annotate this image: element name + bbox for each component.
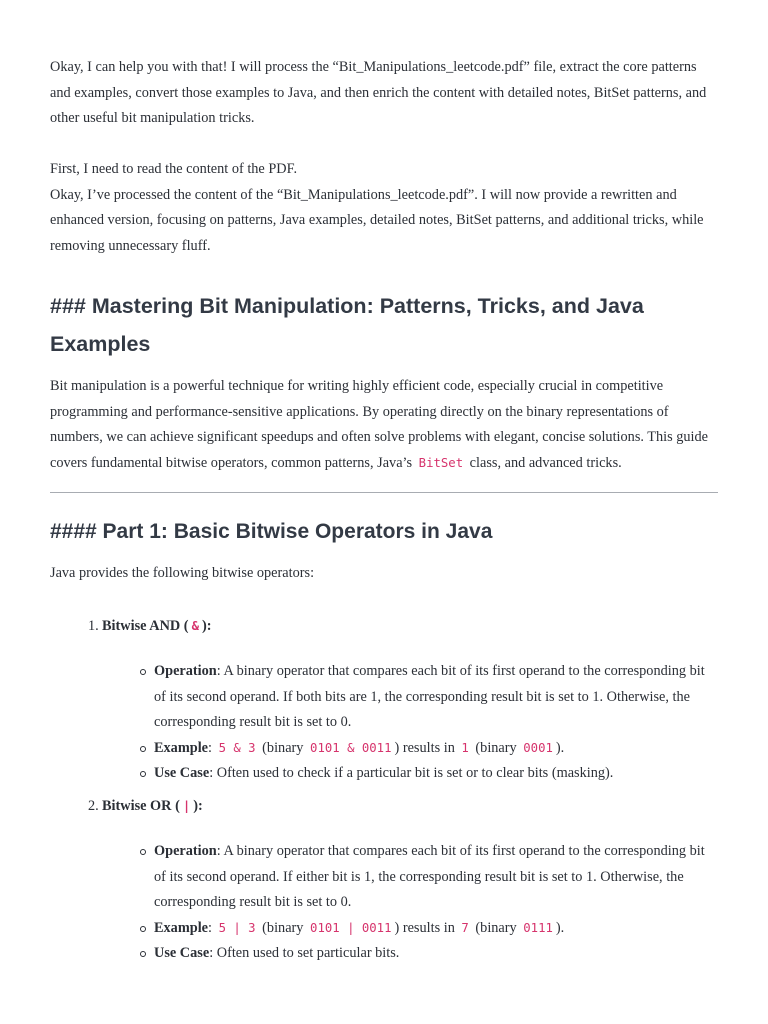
bullet-circle-icon — [140, 746, 146, 752]
operator-symbol: | — [182, 799, 191, 813]
list-item: Use Case: Often used to set particular bits. — [154, 941, 720, 967]
bullet-circle-icon — [140, 926, 146, 932]
example-expression: 5 | 3 — [218, 920, 256, 935]
bullet-circle-icon — [140, 771, 146, 777]
intro-processed-paragraph: Okay, I’ve processed the content of the “Bit_Manipulations_leetcode.pdf”. I will now provide a rewritten and enhanced version, focusing on patterns, Java examples, detailed notes, BitSet patterns, and additional tricks, while removing unnecessary fluff. — [50, 186, 704, 254]
list-item: Example: 5 | 3 (binary 0101 | 0011 ) results in 7 (binary 0111 ). — [154, 916, 720, 942]
main-heading-line1: ### Mastering Bit Manipulation: Patterns, Tricks, and Java — [50, 294, 644, 318]
intro-read-line: First, I need to read the content of the PDF. — [50, 161, 298, 177]
list-item — [50, 614, 720, 640]
list-item: Use Case: Often used to check if a particular bit is set or to clear bits (masking). — [154, 761, 720, 787]
main-heading-line2: Examples — [50, 332, 151, 356]
operator-title: Bitwise OR ( | ): — [102, 798, 203, 814]
main-heading — [50, 287, 720, 363]
list-item: Operation: A binary operator that compares each bit of its first operand to the corresponding bit of its second operand. If either bit is 1, the corresponding result bit is set to 1. Otherwise, the corresponding result bit is set to 0. — [154, 839, 720, 916]
list-number: 1. — [88, 618, 99, 634]
operator-symbol: & — [191, 619, 199, 633]
operator-title: Bitwise AND ( & ): — [102, 618, 212, 634]
operator-item-and — [50, 614, 720, 640]
list-item: Example: 5 & 3 (binary 0101 & 0011 ) results in 1 (binary 0001 ). — [154, 736, 720, 762]
list-number: 2. — [88, 798, 99, 814]
example-result: 7 — [461, 920, 469, 935]
summary-paragraph — [50, 374, 720, 476]
summary-text: Bit manipulation is a powerful technique for writing highly efficient code, especially crucial in competitive programming and performance-sensitive applications. By operating directly on the binary representations of numbers, we can achieve significant speedups and often solve problems with elegant, concise solutions. This guide covers fundamental bitwise operators, common patterns, Java’s — [50, 378, 709, 471]
summary-tail: class, and advanced tricks. — [469, 454, 622, 471]
operator-item-or — [50, 794, 720, 820]
example-binary: 0101 | 0011 — [310, 920, 392, 935]
bullet-circle-icon — [140, 669, 146, 675]
example-expression: 5 & 3 — [218, 740, 256, 755]
intro-paragraph: Okay, I can help you with that! I will process the “Bit_Manipulations_leetcode.pdf” file, extract the core patterns and examples, convert those examples to Java, and then enrich the content with detailed notes, BitSet patterns, and other useful bit manipulation tricks. — [50, 59, 707, 126]
section-divider — [50, 492, 718, 493]
example-result-binary: 0001 — [523, 740, 553, 755]
example-binary: 0101 & 0011 — [310, 740, 392, 755]
bullet-circle-icon — [140, 849, 146, 855]
bitset-code: BitSet — [418, 455, 464, 470]
and-details-list — [50, 659, 720, 787]
list-item: Operation: A binary operator that compares each bit of its first operand to the corresponding bit of its second operand. If both bits are 1, the corresponding result bit is set to 1. Otherwise, the corresponding result bit is set to 0. — [154, 659, 720, 736]
list-item — [50, 794, 720, 820]
example-result: 1 — [461, 740, 469, 755]
example-result-binary: 0111 — [523, 920, 553, 935]
part1-heading: #### Part 1: Basic Bitwise Operators in Java — [50, 520, 493, 543]
part1-lead: Java provides the following bitwise operators: — [50, 565, 315, 581]
bullet-circle-icon — [140, 951, 146, 957]
or-details-list — [50, 839, 720, 967]
